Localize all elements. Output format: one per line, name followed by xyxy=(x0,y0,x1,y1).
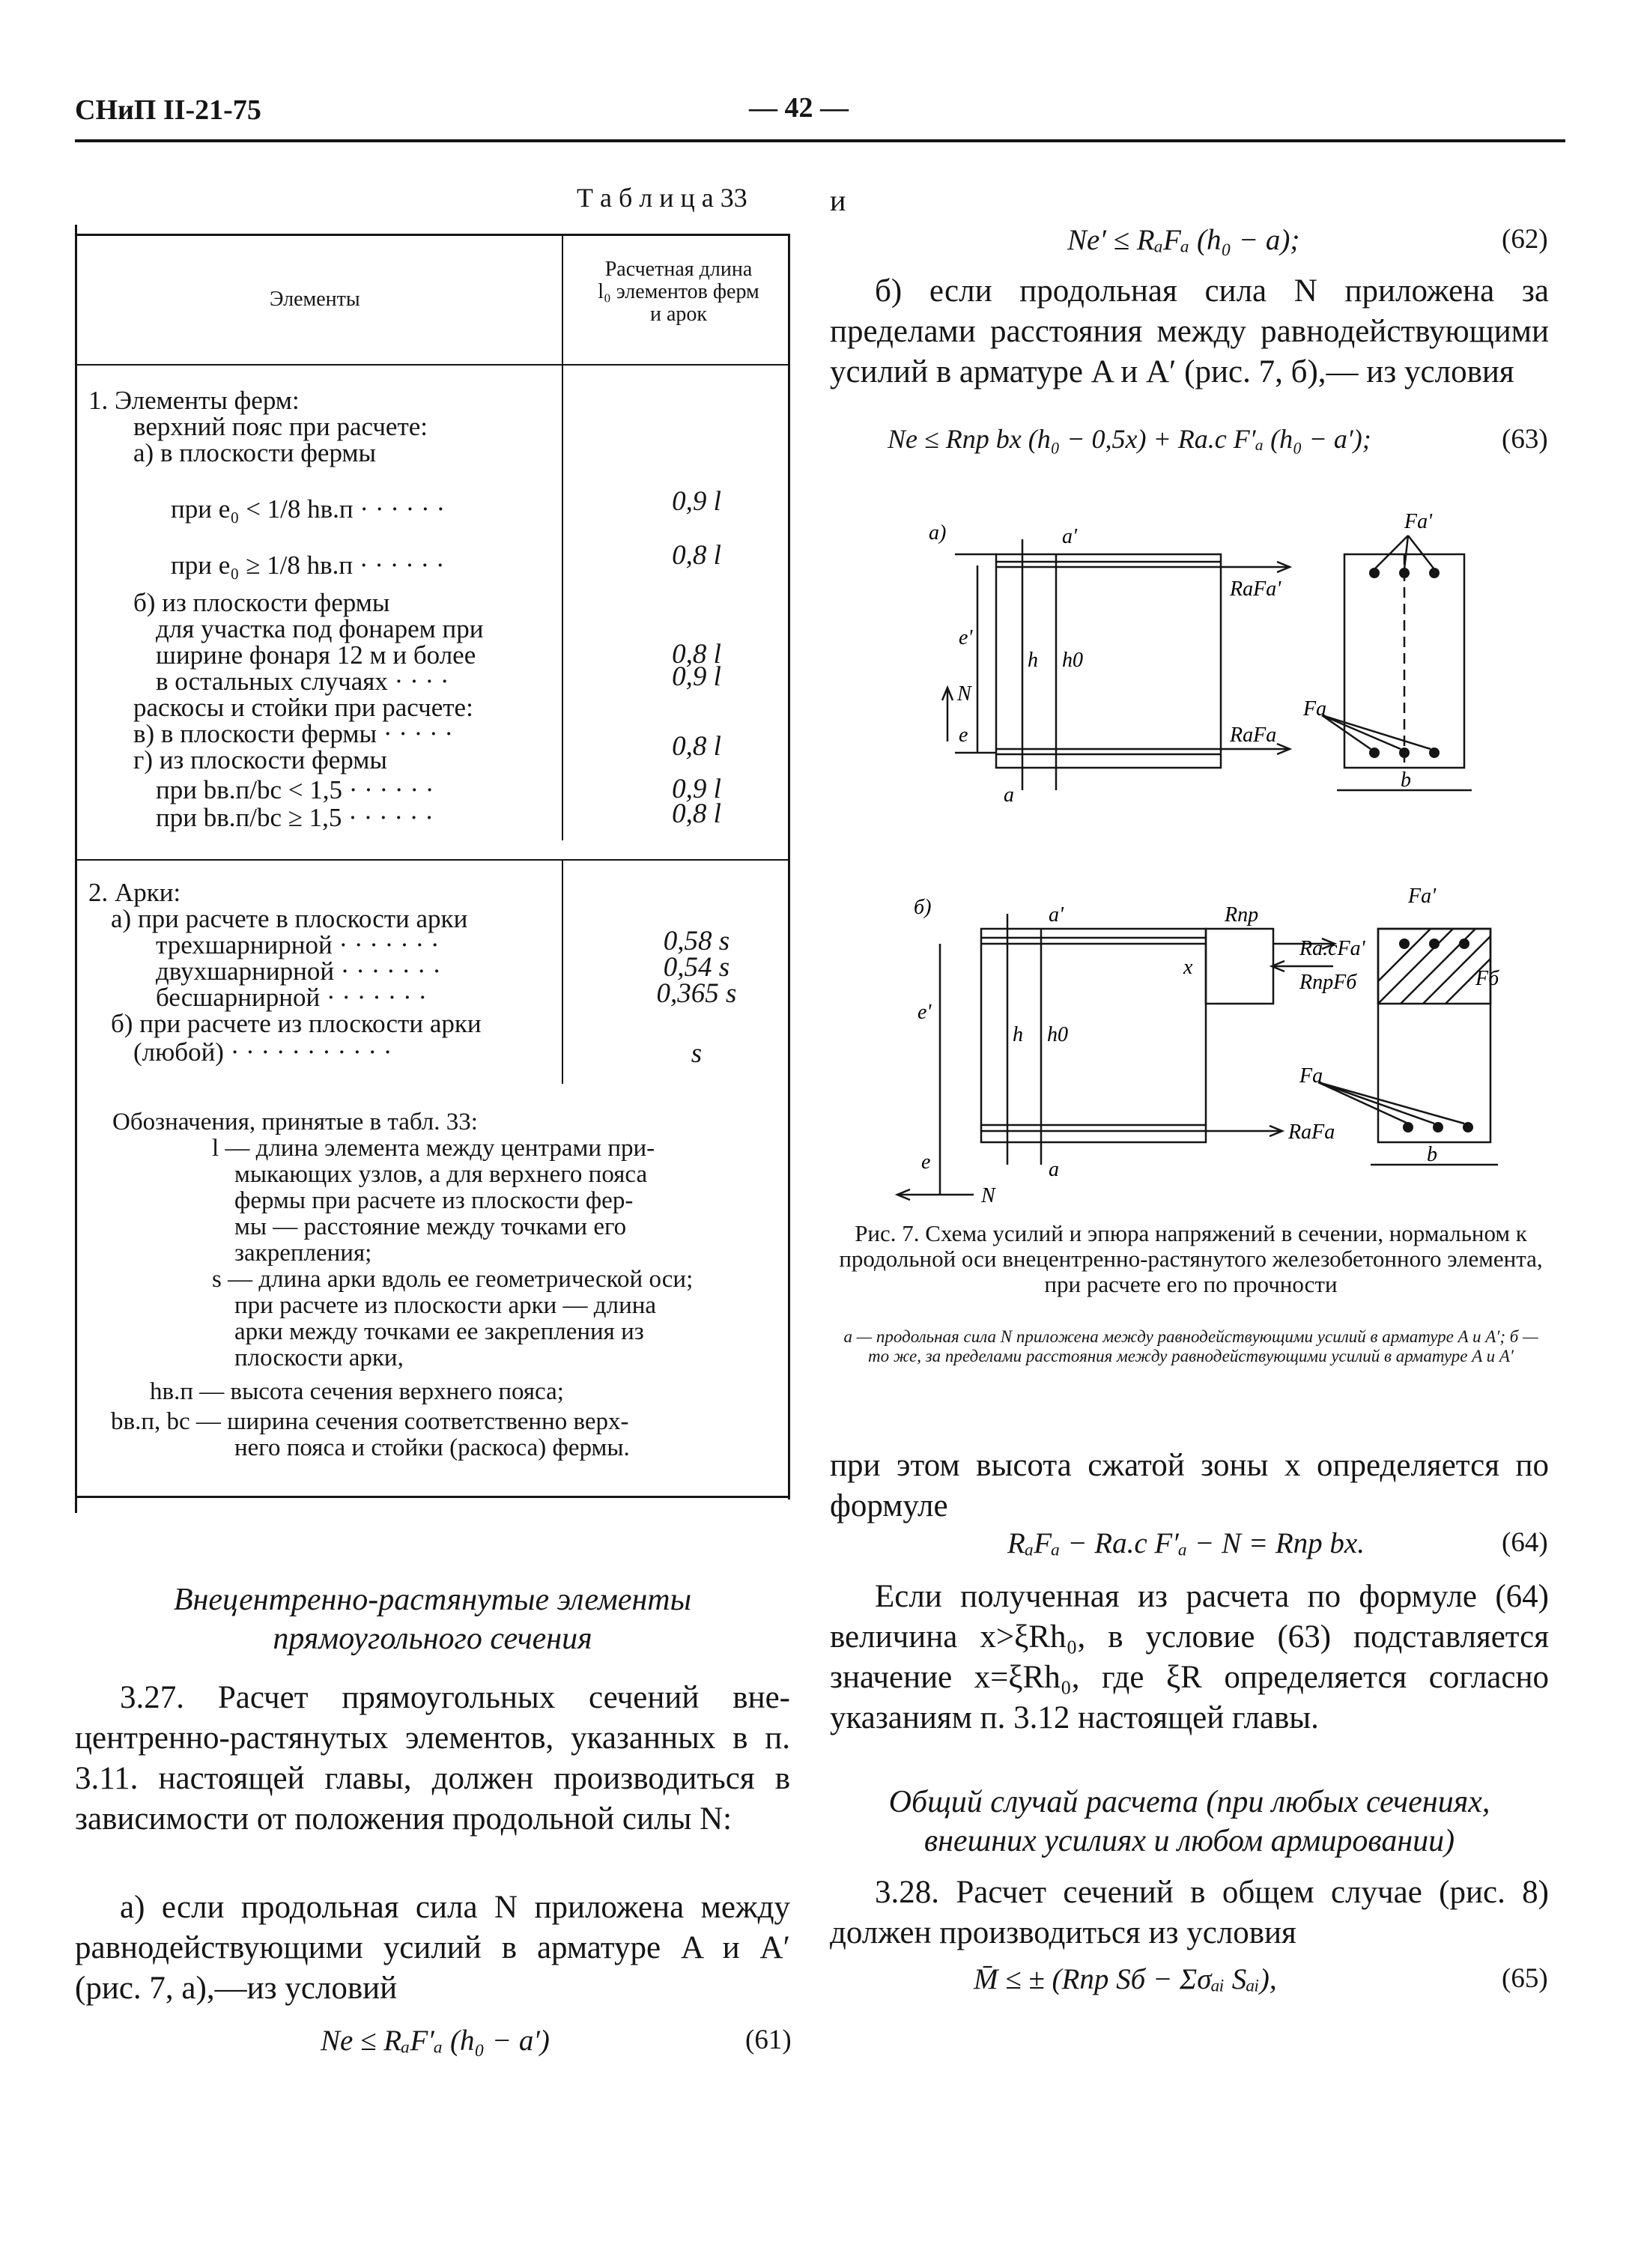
formula-61: Ne ≤ RₐF′ₐ (h₀ − a′) xyxy=(321,2025,550,2057)
table-row: раскосы и стойки при расчете: xyxy=(133,693,473,722)
fig-b-label: Fб xyxy=(1475,967,1499,990)
fig-b-label: Ra.cFa' xyxy=(1299,937,1365,960)
table-row: в остальных случаях · · · · xyxy=(156,667,449,696)
table-header-rule xyxy=(75,364,790,366)
table-row: 1. Элементы ферм: xyxy=(88,386,300,415)
table-row: а) в плоскости фермы xyxy=(133,438,377,467)
paragraph-case-b xyxy=(830,271,1549,392)
table-row: (любой) · · · · · · · · · · · xyxy=(133,1037,392,1067)
fig-b-label: Fa xyxy=(1299,1064,1323,1088)
paragraph-text: а) если продольная сила N приложена между равнодействующими усилий в арматуре A и A′ (рис. 7, а),—из условий xyxy=(75,1890,790,2006)
table-row: при bв.п/bс < 1,5 · · · · · · xyxy=(156,775,434,804)
fig-b-leader xyxy=(1318,1082,1434,1124)
fig-a-label: Fa xyxy=(1303,697,1327,721)
document-code: СНиП II-21-75 xyxy=(75,94,261,126)
formula-65: M̄ ≤ ± (Rпр Sб − Σσₐᵢ Sₐᵢ), xyxy=(974,1963,1277,1995)
paragraph-case-a xyxy=(75,1888,790,2009)
paragraph-text: Если полученная из расчета по формуле (64) величина x>ξRh₀, в условие (63) подставляется значение x=ξRh₀, где ξR определяется согласно указаниям п. 3.12 настоящей главы. xyxy=(830,1579,1549,1735)
fig-a-rebar-dot xyxy=(1399,568,1410,578)
fig-a-rebar-dot xyxy=(1399,748,1410,758)
table-row: 2. Арки: xyxy=(88,878,181,907)
table-row: а) при расчете в плоскости арки xyxy=(111,904,468,933)
section-title-general xyxy=(830,1783,1549,1861)
table-value: 0,9 l xyxy=(672,661,721,692)
fig-a-label: Fa' xyxy=(1404,510,1433,533)
fig-b-label: e xyxy=(921,1150,931,1174)
section-title-line: Общий случай расчета (при любых сечениях, xyxy=(888,1785,1490,1819)
fig-b-hatch xyxy=(1378,929,1453,1004)
formula-62: Ne′ ≤ RₐFₐ (h₀ − a); xyxy=(1067,224,1300,256)
table-right-border xyxy=(788,234,790,1500)
fig-a-label: a' xyxy=(1062,525,1077,548)
fig-label-b: б) xyxy=(914,896,932,919)
section-title-line: Внецентренно-растянутые элементы xyxy=(173,1583,692,1617)
formula-64-number: (64) xyxy=(1502,1527,1548,1558)
fig-a-label: h xyxy=(1028,649,1038,672)
table-note: арки между точками ее закрепления из xyxy=(234,1318,644,1345)
table-note: плоскости арки, xyxy=(234,1344,404,1371)
table-top-rule xyxy=(75,234,790,236)
table-note: bв.п, bс — ширина сечения соответственно верх- xyxy=(111,1408,629,1435)
table-bottom-rule xyxy=(75,1496,790,1498)
fig-b-label: e' xyxy=(917,1001,932,1024)
fig-a-leader xyxy=(1408,536,1434,569)
fig-b-stress-block xyxy=(1206,929,1273,1004)
paragraph-3-27 xyxy=(75,1678,790,1840)
table-note: мы — расстояние между точками его xyxy=(234,1213,627,1240)
formula-63-number: (63) xyxy=(1502,424,1548,455)
fig-b-rebar-dot xyxy=(1433,1122,1443,1133)
table-row: для участка под фонарем при xyxy=(156,614,484,643)
section-title-line: внешних усилиях и любом армировании) xyxy=(923,1824,1455,1858)
fig-b-label: h0 xyxy=(1047,1023,1068,1046)
paragraph-text: б) если продольная сила N приложена за пределами расстояния между равнодействующими усилий в арматуре A и A′ (рис. 7, б),— из условия xyxy=(830,273,1549,389)
table-caption: Т а б л и ц а 33 xyxy=(577,183,747,213)
table-col1-header: Элементы xyxy=(270,288,360,311)
conjunction: и xyxy=(830,184,846,217)
table-note: s — длина арки вдоль ее геометрической оси; xyxy=(212,1266,694,1293)
fig-b-label: h xyxy=(1013,1023,1023,1046)
table-row: в) в плоскости фермы · · · · · xyxy=(133,719,454,748)
section-title-line: прямоугольного сечения xyxy=(273,1622,592,1656)
fig-a-rebar-dot xyxy=(1429,748,1440,758)
table-row: ширине фонаря 12 м и более xyxy=(156,640,476,670)
table-note: него пояса и стойки (раскоса) фермы. xyxy=(234,1434,630,1461)
formula-62-number: (62) xyxy=(1502,224,1548,255)
table-row: верхний пояс при расчете: xyxy=(133,412,428,441)
fig-b-rebar-dot xyxy=(1459,939,1469,949)
table-left-border xyxy=(75,225,77,1513)
figure-7 xyxy=(884,494,1558,1213)
col2-header-line: и арок xyxy=(649,303,707,326)
figure-legend: а — продольная сила N приложена между равнодействующими усилий в арматуре A и A′; б — то же, за пределами расстояния между равнодействующими усилий в арматуре A и A′ xyxy=(843,1327,1538,1365)
table-row: б) при расчете из плоскости арки xyxy=(111,1009,482,1038)
header-rule xyxy=(75,139,1565,142)
formula-64: RₐFₐ − Rа.с F′ₐ − N = Rпр bx. xyxy=(1007,1527,1365,1559)
paragraph-text: 3.27. Расчет прямоугольных сечений внецентренно-растянутых элементов, указанных в п. 3.11. настоящей главы, должен производиться в зависимости от положения продольной силы N: xyxy=(75,1680,790,1837)
fig-a-label: b xyxy=(1401,768,1411,792)
fig-b-rebar-dot xyxy=(1429,939,1440,949)
fig-b-hatch xyxy=(1378,929,1431,981)
formula-61-number: (61) xyxy=(745,2025,792,2055)
fig-a-leader xyxy=(1322,715,1401,749)
fig-a-label: e' xyxy=(959,626,973,649)
fig-b-leader xyxy=(1318,1082,1464,1124)
fig-b-label: x xyxy=(1183,956,1193,979)
table-value: 0,54 s xyxy=(663,952,730,983)
fig-a-rebar-dot xyxy=(1369,748,1380,758)
table-note: hв.п — высота сечения верхнего пояса; xyxy=(150,1378,564,1405)
fig-b-label: RaFa xyxy=(1288,1121,1335,1144)
fig-a-label: RaFa' xyxy=(1230,577,1281,601)
section-title xyxy=(75,1580,790,1658)
table-row: бесшарнирной · · · · · · · xyxy=(156,983,428,1012)
col2-header-line: l₀ элементов ферм xyxy=(598,280,759,303)
fig-a-label: e xyxy=(959,724,968,747)
table-value: 0,8 l xyxy=(672,639,721,670)
table-value: s xyxy=(691,1038,703,1069)
fig-a-label: a xyxy=(1004,783,1014,807)
paragraph-text: при этом высота сжатой зоны x определяется по формуле xyxy=(830,1448,1549,1523)
fig-b-label: Fa' xyxy=(1408,885,1437,908)
fig-b-rebar-dot xyxy=(1403,1122,1413,1133)
fig-a-rebar-dot xyxy=(1369,568,1380,578)
col2-header-line: Расчетная длина xyxy=(604,258,753,281)
paragraph-3-28 xyxy=(830,1873,1549,1953)
fig-b-rebar-dot xyxy=(1399,939,1410,949)
fig-a-leader xyxy=(1374,536,1408,569)
fig-a-rebar-dot xyxy=(1429,568,1440,578)
table-row: двухшарнирной · · · · · · · xyxy=(156,956,441,986)
table-row: трехшарнирной · · · · · · · xyxy=(156,930,440,959)
formula-63: Ne ≤ Rпр bx (h₀ − 0,5x) + Rа.с F′ₐ (h₀ − a′); xyxy=(888,424,1371,454)
table-col2-header xyxy=(569,258,788,326)
table-note: закрепления; xyxy=(234,1240,372,1267)
fig-a-leader xyxy=(1322,715,1431,749)
fig-b-label: b xyxy=(1427,1143,1437,1166)
fig-b-label: RпрFб xyxy=(1299,971,1357,994)
table-row: г) из плоскости фермы xyxy=(133,745,387,774)
fig-a-leader xyxy=(1404,536,1408,569)
table-note: при расчете из плоскости арки — длина xyxy=(234,1292,657,1319)
formula-65-number: (65) xyxy=(1502,1963,1548,1994)
figure-caption: Рис. 7. Схема усилий и эпюра напряжений в сечении, нормальном к продольной оси внецентренно-растянутого железобетонного элемента, при расчете его по прочности xyxy=(839,1220,1543,1297)
table-note: l — длина элемента между центрами при- xyxy=(212,1135,655,1162)
fig-b-label: a xyxy=(1049,1158,1059,1181)
table-value: 0,8 l xyxy=(672,731,721,762)
fig-a-label: N xyxy=(957,682,971,706)
table-row: при e₀ ≥ 1/8 hв.п · · · · · · xyxy=(171,551,445,580)
paragraph-text: 3.28. Расчет сечений в общем случае (рис. 8) должен производиться из условия xyxy=(830,1875,1549,1950)
table-note: Обозначения, принятые в табл. 33: xyxy=(112,1109,478,1135)
table-value: 0,8 l xyxy=(672,540,721,571)
page-number: — 42 — xyxy=(749,92,849,124)
table-row: б) из плоскости фермы xyxy=(133,588,390,617)
paragraph-x-height xyxy=(830,1446,1549,1526)
fig-b-label: N xyxy=(981,1184,995,1207)
fig-b-label: Rпр xyxy=(1225,903,1259,927)
table-row: при e₀ < 1/8 hв.п · · · · · · xyxy=(171,494,446,524)
table-value: 0,9 l xyxy=(672,486,721,517)
table-row: при bв.п/bс ≥ 1,5 · · · · · · xyxy=(156,803,434,832)
fig-a-label: h0 xyxy=(1062,649,1083,672)
table-value: 0,9 l xyxy=(672,774,721,804)
table-note: фермы при расчете из плоскости фер- xyxy=(234,1187,634,1214)
fig-b-rebar-dot xyxy=(1463,1122,1473,1133)
paragraph-if xyxy=(830,1577,1549,1738)
fig-a-label: RaFa xyxy=(1230,724,1277,747)
fig-b-label: a' xyxy=(1049,903,1064,927)
table-value: 0,365 s xyxy=(656,978,737,1009)
table-section-rule xyxy=(75,859,790,861)
table-note: мыкающих узлов, а для верхнего пояса xyxy=(234,1161,648,1188)
table-value: 0,8 l xyxy=(672,798,721,829)
fig-label-a: а) xyxy=(929,521,947,545)
table-value: 0,58 s xyxy=(663,926,730,956)
